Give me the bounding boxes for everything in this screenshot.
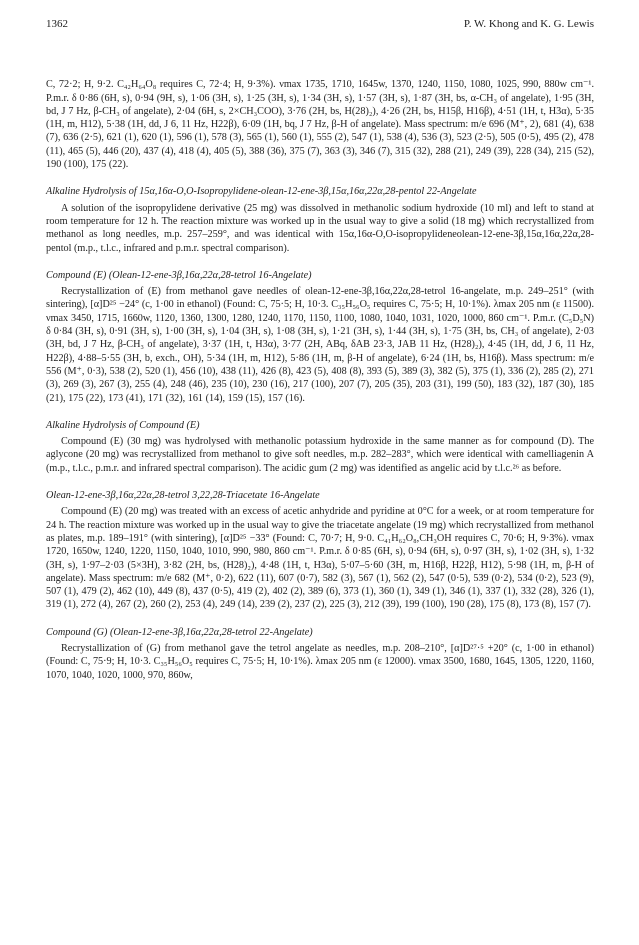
running-title: P. W. Khong and K. G. Lewis [463,18,594,30]
journal-page [46,18,594,682]
section-heading: Alkaline Hydrolysis of Compound (E) [46,419,200,431]
section-body: Recrystallization of (E) from methanol gave needles of olean-12-ene-3β,16α,22α,28-tetrol 16-angelate, m.p. 249–251° (with sintering), [α]D²⁵ −24° (c, 1·00 in ethanol) (Found: C, 75·5; H, 10·3. C₃₅H₅₆O₅ requires C, 75·5; H, 10·1%). λmax 205 nm (ε 11500). νmax 3450, 1715, 1660w, 1120, 1360, 1300, 1280, 1240, 1170, 1150, 1100, 1080, 1040, 1031, 1020, 1000, 860 cm⁻¹. P.m.r. (C₅D₅N) δ 0·84 (3H, s), 0·91 (3H, s), 1·00 (3H, s), 1·04 (3H, s), 1·08 (3H, s), 1·21 (3H, s), 1·44 (3H, s), 1·75 (3H, bs, CH₃ of angelate), 2·03 (3H, bd, J 7 Hz, β-CH₃ of angelate), 3·37 (1H, t, H3α), 3·77 (2H, ABq, δAB 23·3, JAB 11 Hz, (H28)₂), 4·45 (1H, dd, J 6, 11 Hz, H22β), 4·88–5·55 (3H, b, exch., OH), 5·34 (1H, m, H12), 5·86 (1H, m, β-H of angelate), 6·24 (1H, bs, H16β). Mass spectrum: m/e 556 (M⁺, 0·3), 538 (2), 520 (1), 456 (10), 438 (11), 426 (8), 423 (5), 408 (8), 393 (5), 389 (3), 382 (5), 375 (1), 336 (2), 285 (2), 271 (3), 269 (3), 267 (3), 255 (4), 248 (46), 235 (10), 230 (16), 217 (100), 207 (7), 205 (35), 203 (31), 199 (50), 183 (32), 187 (30), 185 (21), 175 (22), 173 (41), 171 (32), 161 (14), 159 (15), 157 (16). [46,286,594,404]
section-body: A solution of the isopropylidene derivative (25 mg) was dissolved in methanolic sodium hydroxide (10 ml) and left to stand at room temperature for 12 h. The reaction mixture was worked up in the usual way to give a solid (18 mg) which recrystallized from methanol as long needles, m.p. 257–259°, and was identical with 15α,16α-O,O-isopropylideneolean-12-ene-3β,15α,16α,22α,28-pentol (m.p., t.l.c., infrared and p.m.r. spectral comparison). [46,202,594,254]
section-compound-g [46,626,594,682]
section-heading: Olean-12-ene-3β,16α,22α,28-tetrol 3,22,28-Triacetate 16-Angelate [46,490,320,502]
opening-paragraph: C, 72·2; H, 9·2. C₄₂H₆₄O₈ requires C, 72·4; H, 9·3%). νmax 1735, 1710, 1645w, 1370, 1240, 1150, 1080, 1025, 990, 880w cm⁻¹. P.m.r. δ 0·86 (6H, s), 0·94 (9H, s), 1·06 (3H, s), 1·25 (3H, s), 1·34 (3H, s), 1·57 (3H, s), 1·87 (3H, bs, α-CH₃ of angelate), 1·95 (3H, bd, J 7 Hz, β-CH₃ of angelate), 2·04 (6H, s, 2×CH₃COO), 3·76 (2H, bs, H(28)₂), 4·26 (2H, bs, H15β, H16β), 4·51 (1H, t, H3α), 5·35 (1H, m, H12), 5·38 (1H, dd, J 6, 11 Hz, H22β), 6·09 (1H, bq, J 7 Hz, β-H of angelate). Mass spectrum: m/e 696 (M⁺, 2), 681 (4), 638 (7), 636 (2·5), 621 (1), 620 (1), 596 (1), 578 (3), 565 (1), 560 (1), 555 (2), 547 (1), 538 (4), 536 (3), 523 (2·5), 505 (0·5), 495 (2), 478 (11), 465 (5), 446 (20), 437 (4), 418 (4), 405 (5), 388 (36), 375 (7), 363 (3), 346 (7), 315 (32), 288 (21), 249 (39), 228 (34), 215 (52), 190 (100), 175 (22). [46,79,594,171]
page-number: 1362 [46,18,68,30]
page-header [46,18,594,31]
section-body: Compound (E) (20 mg) was treated with an excess of acetic anhydride and pyridine at 0°C for a week, or at room temperature for 24 h. The reaction mixture was worked up in the usual way to give the triacetate angelate (19 mg) which recrystallized from methanol as plates, m.p. 189–191° (with sintering), [α]D²⁵ −33° (Found: C, 70·7; H, 9·0. C₄₁H₆₂O₈,CH₃OH requires C, 70·6; H, 9·3%). νmax 1720, 1650w, 1240, 1220, 1150, 1040, 1010, 990, 980, 860 cm⁻¹. P.m.r. δ 0·85 (6H, s), 0·94 (6H, s), 0·97 (3H, s), 1·02 (3H, s), 1·32 (3H, s), 1·97–2·03 (5×3H), 3·82 (2H, bs, (H28)₂), 4·48 (1H, t, H3α), 5·07–5·60 (3H, m, H16β, H22β, H12), 5·98 (1H, m, β-H of angelate). Mass spectrum: m/e 682 (M⁺, 0·2), 622 (11), 607 (0·7), 582 (3), 567 (1), 562 (2), 547 (0·5), 539 (0·2), 534 (0·2), 523 (9), 507 (1), 479 (2), 462 (10), 449 (8), 437 (0·5), 419 (2), 402 (2), 389 (6), 373 (1), 360 (1), 349 (1), 346 (1), 337 (1), 332 (28), 326 (1), 319 (1), 272 (4), 267 (2), 260 (2), 253 (4), 249 (14), 239 (2), 237 (2), 225 (3), 212 (39), 199 (100), 190 (28), 175 (8), 173 (8), 157 (7). [46,506,594,611]
section-alkaline-hydrolysis-compound-e [46,419,594,475]
section-heading: Alkaline Hydrolysis of 15α,16α-O,O-Isopropylidene-olean-12-ene-3β,15α,16α,22α,28-pentol 22-Angelate [46,186,477,198]
section-heading: Compound (G) (Olean-12-ene-3β,16α,22α,28-tetrol 22-Angelate) [46,626,313,638]
section-triacetate-angelate [46,489,594,612]
section-compound-e [46,269,594,405]
section-body: Compound (E) (30 mg) was hydrolysed with methanolic potassium hydroxide in the same manner as for compound (D). The aglycone (20 mg) was recrystallized from methanol to give soft needles, m.p. 282–283°, which were identical with camelliagenin A (m.p., t.l.c., p.m.r. and infrared spectral comparison). The acidic gum (2 mg) was identified as angelic acid by t.l.c.²⁶ as before. [46,436,594,474]
section-heading: Compound (E) (Olean-12-ene-3β,16α,22α,28-tetrol 16-Angelate) [46,269,312,281]
section-alkaline-hydrolysis-isopropylidene [46,185,594,254]
section-body: Recrystallization of (G) from methanol gave the tetrol angelate as needles, m.p. 208–210°, [α]D²⁷·⁵ +20° (c, 1·00 in ethanol) (Found: C, 75·9; H, 10·3. C₃₅H₅₆O₅ requires C, 75·5; H, 10·1%). λmax 205 nm (ε 12000). νmax 3500, 1680, 1645, 1305, 1220, 1160, 1070, 1040, 1020, 1000, 970, 860w, [46,642,594,681]
